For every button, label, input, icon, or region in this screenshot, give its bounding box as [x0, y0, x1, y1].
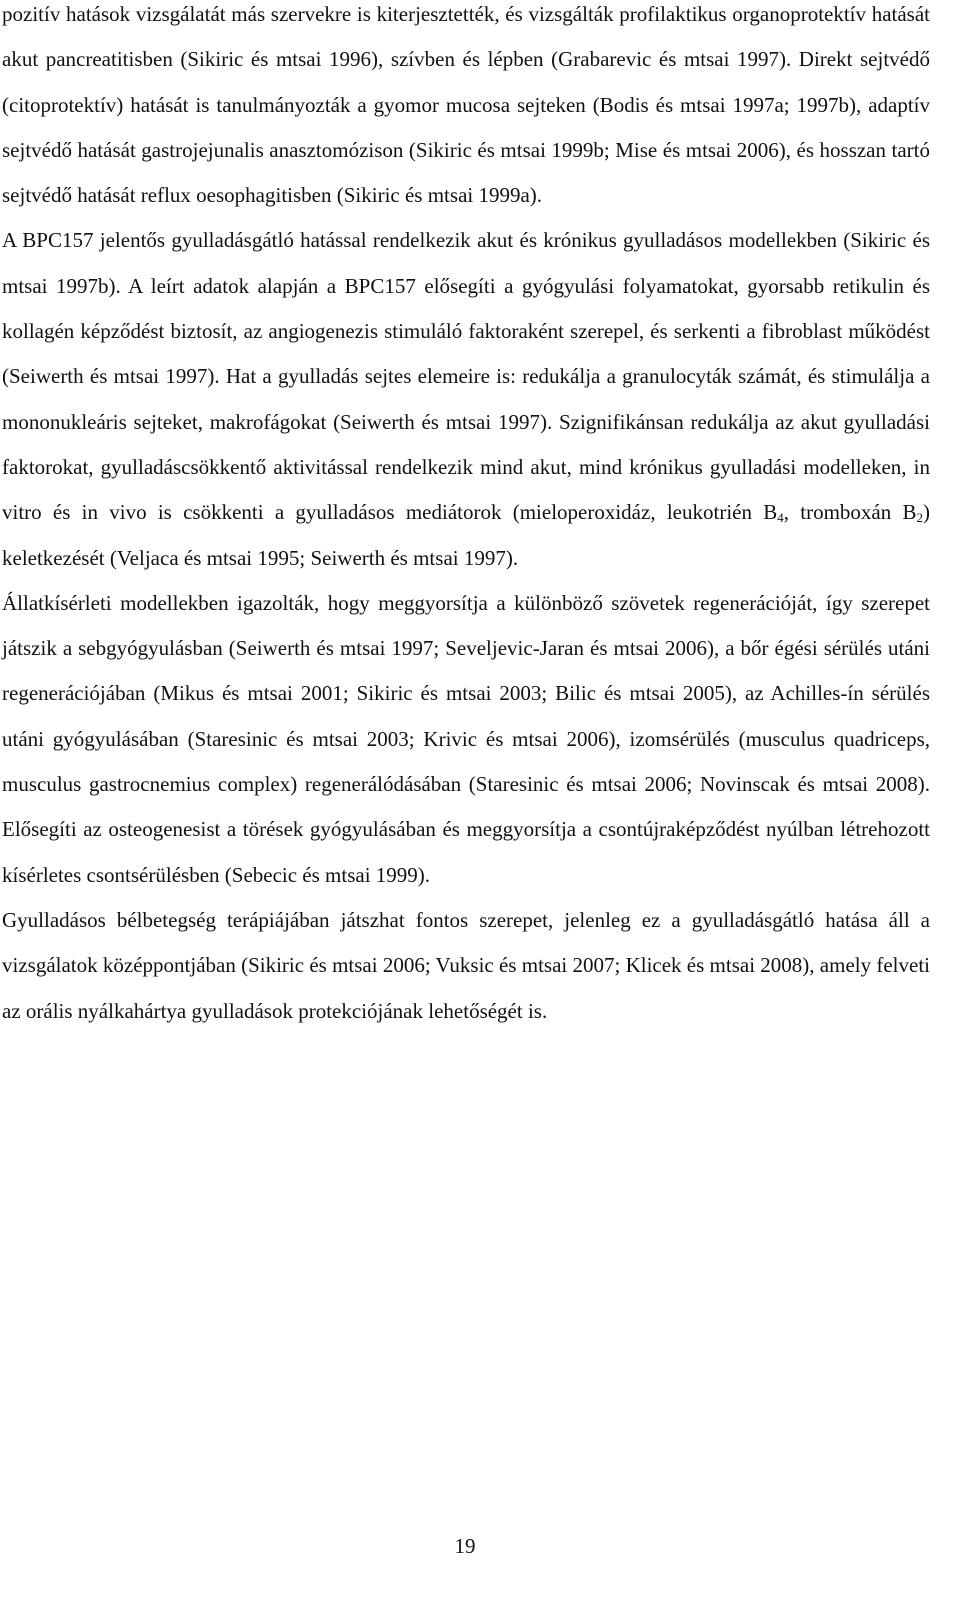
subscript-thromboxane: 2: [916, 510, 923, 526]
paragraph-regeneration: Állatkísérleti modellekben igazolták, hogy meggyorsítja a különböző szövetek regenerációját, így szerepet játszik a sebgyógyulásban (Seiwerth és mtsai 1997; Seveljevic-Jaran és mtsai 2006), a bőr égési sérülés utáni regenerációjában (Mikus és mtsai 2001; Sikiric és mtsai 2003; Bilic és mtsai 2005), az Achilles-ín sérülés utáni gyógyulásában (Staresinic és mtsai 2003; Krivic és mtsai 2006), izomsérülés (musculus quadriceps, musculus gastrocnemius complex) regenerálódásában (Staresinic és mtsai 2006; Novinscak és mtsai 2008). Elősegíti az osteogenesist a törések gyógyulásában és meggyorsítja a csontújraképződést nyúlban létrehozott kísérletes csontsérülésben (Sebecic és mtsai 1999).: [2, 590, 930, 887]
paragraph-text-segment: , tromboxán B: [783, 500, 917, 525]
paragraph-text-segment: ) keletkezését (Veljaca és mtsai 1995; Seiwerth és mtsai 1997).: [2, 500, 930, 570]
subscript-leukotriene: 4: [777, 510, 784, 526]
page-number: 19: [454, 1534, 476, 1558]
paragraph-inflammatory-bowel: Gyulladásos bélbetegség terápiájában játszhat fontos szerepet, jelenleg ez a gyulladásgátló hatása áll a vizsgálatok középpontjában (Sikiric és mtsai 2006; Vuksic és mtsai 2007; Klicek és mtsai 2008), amely felveti az orális nyálkahártya gyulladások protekciójának lehetőségét is.: [2, 907, 930, 1023]
paragraph-anti-inflammatory: [2, 218, 930, 580]
document-body: [2, 0, 930, 1034]
paragraph-organoprotective: pozitív hatások vizsgálatát más szervekre is kiterjesztették, és vizsgálták profilaktikus organoprotektív hatását akut pancreatitisben (Sikiric és mtsai 1996), szívben és lépben (Grabarevic és mtsai 1997). Direkt sejtvédő (citoprotektív) hatását is tanulmányozták a gyomor mucosa sejteken (Bodis és mtsai 1997a; 1997b), adaptív sejtvédő hatását gastrojejunalis anasztomózison (Sikiric és mtsai 1999b; Mise és mtsai 2006), és hosszan tartó sejtvédő hatását reflux oesophagitisben (Sikiric és mtsai 1999a).: [2, 2, 930, 208]
paragraph-text-segment: A BPC157 jelentős gyulladásgátló hatással rendelkezik akut és krónikus gyulladásos modellekben (Sikiric és mtsai 1997b). A leírt adatok alapján a BPC157 elősegíti a gyógyulási folyamatokat, gyorsabb retikulin és kollagén képződést biztosít, az angiogenezis stimuláló faktoraként szerepel, és serkenti a fibroblast működést (Seiwerth és mtsai 1997). Hat a gyulladás sejtes elemeire is: redukálja a granulocyták számát, és stimulálja a mononukleáris sejteket, makrofágokat (Seiwerth és mtsai 1997). Szignifikánsan redukálja az akut gyulladási faktorokat, gyulladáscsökkentő aktivitással rendelkezik mind akut, mind krónikus gyulladási modelleken, in vitro és in vivo is csökkenti a gyulladásos mediátorok (mieloperoxidáz, leukotrién B: [2, 228, 930, 525]
